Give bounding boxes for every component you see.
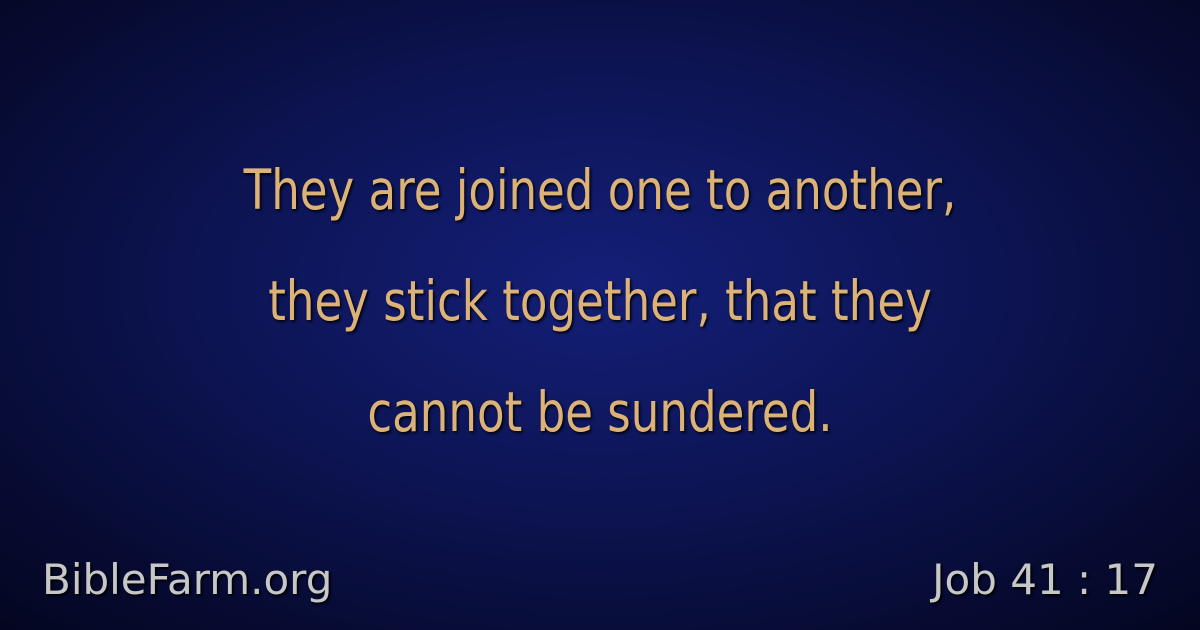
verse-line-2: they stick together, that they (268, 269, 932, 333)
verse-text (141, 135, 1059, 468)
verse-line-3: cannot be sundered. (367, 380, 833, 444)
verse-reference: Job 41 : 17 (932, 555, 1158, 604)
verse-line-1: They are joined one to another, (243, 158, 957, 222)
site-name: BibleFarm.org (42, 555, 333, 604)
